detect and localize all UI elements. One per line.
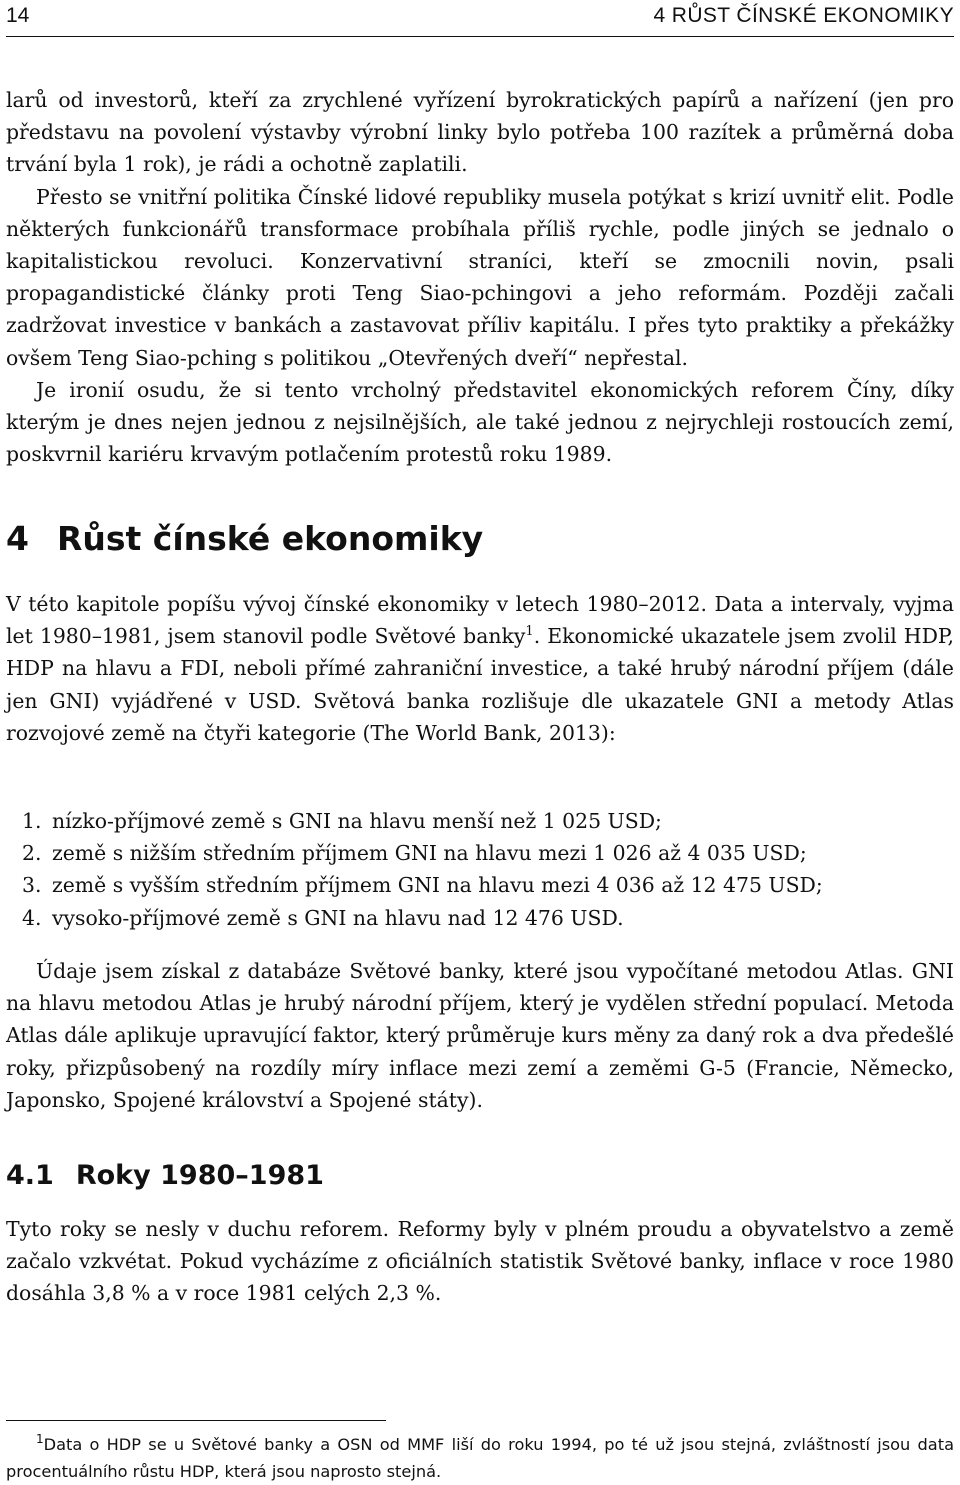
footnote-reference: 1 <box>525 624 534 640</box>
chapter-title: 4 RŮST ČÍNSKÉ EKONOMIKY <box>653 4 954 27</box>
list-item <box>22 902 952 934</box>
list-text: země s vyšším středním příjmem GNI na hlavu mezi 4 036 až 12 475 USD; <box>52 873 823 898</box>
list-item <box>22 837 952 869</box>
list-text: země s nižším středním příjmem GNI na hlavu mezi 1 026 až 4 035 USD; <box>52 841 807 866</box>
list-text: vysoko-příjmové země s GNI na hlavu nad 12 476 USD. <box>52 905 624 930</box>
list-number: 2. <box>22 841 42 866</box>
running-header <box>6 0 954 37</box>
list-item <box>22 869 952 901</box>
intro-text <box>6 84 954 470</box>
footnote-divider <box>6 1420 386 1421</box>
list-number: 3. <box>22 873 42 898</box>
list-text: nízko-příjmové země s GNI na hlavu menší než 1 025 USD; <box>52 809 662 833</box>
subsection-text <box>6 1213 954 1310</box>
footnote-text: Data o HDP se u Světové banky a OSN od MMF liší do roku 1994, po té už jsou stejná, zvláštností jsou data procentuálního růstu HDP, která jsou naprosto stejná. <box>6 1435 954 1481</box>
section-number: 4 <box>6 519 29 558</box>
subsection-title: Roky 1980–1981 <box>75 1160 324 1191</box>
paragraph: larů od investorů, kteří za zrychlené vyřízení byrokratických papírů a nařízení (jen pro představu na povolení výstavby výrobní linky bylo potřeba 100 razítek a průměrná doba trvání byla 1 rok), je rádi a ochotně zaplatili. <box>6 88 954 177</box>
paragraph: Údaje jsem získal z databáze Světové banky, které jsou vypočítané metodou Atlas. GNI na hlavu metodou Atlas je hrubý národní příjem, který je vydělen střední populací. Metoda Atlas dále aplikuje upravující faktor, který průměruje kurs měny za daný rok a dva předešlé roky, přizpůsobený na rozdíly míry inflace mezi zemí a zeměmi G-5 (Francie, Německo, Japonsko, Spojené království a Spojené státy). <box>6 959 954 1112</box>
list-number: 4. <box>22 905 42 930</box>
section-heading <box>6 519 483 558</box>
list-number: 1. <box>22 809 42 833</box>
footnote-number: 1 <box>36 1432 44 1446</box>
section-intro <box>6 588 954 749</box>
paragraph <box>6 588 954 749</box>
paragraph: Je ironií osudu, že si tento vrcholný představitel ekonomických reforem Číny, díky kterým je dnes nejen jednou z nejsilnějších, ale také jednou z nejrychleji rostoucích zemí, poskvrnil kariéru krvavým potlačením protestů roku 1989. <box>6 377 954 467</box>
section-title: Růst čínské ekonomiky <box>56 519 484 558</box>
paragraph-text: . Ekonomické ukazatele jsem zvolil HDP, HDP na hlavu a FDI, neboli přímé zahraniční investice, a také hrubý národní příjem (dále jen GNI) vyjádřené v USD. Světová banka rozlišuje dle ukazatele GNI a metody Atlas rozvojové země na čtyři kategorie (The World Bank, 2013): <box>6 624 954 745</box>
list-item <box>22 805 952 837</box>
income-categories-list <box>22 805 952 934</box>
paragraph: Tyto roky se nesly v duchu reforem. Reformy byly v plném proudu a obyvatelstvo a země začalo vzkvétat. Pokud vycházíme z oficiálních statistik Světové banky, inflace v roce 1980 dosáhla 3,8 % a v roce 1981 celých 2,3 %. <box>6 1217 954 1306</box>
paragraph-text: V této kapitole popíšu vývoj čínské ekonomiky v letech 1980–2012. Data a intervaly, vyjma let 1980–1981, jsem stanovil podle Světové banky <box>6 592 954 649</box>
subsection-number: 4.1 <box>6 1160 54 1191</box>
page-number: 14 <box>6 4 30 27</box>
footnote <box>6 1431 954 1485</box>
atlas-method-text <box>6 955 954 1116</box>
paragraph: Přesto se vnitřní politika Čínské lidové republiky musela potýkat s krizí uvnitř elit. Podle některých funkcionářů transformace probíhala příliš rychle, podle jiných se jednalo o kapitalistickou revoluci. Konzervativní straníci, kteří se zmocnili novin, psali propagandistické články proti Teng Siao-pchingovi a jeho reformám. Později začali zadržovat investice v bankách a zastavovat příliv kapitálu. I přes tyto praktiky a překážky ovšem Teng Siao-pching s politikou „Otevřených dveří“ nepřestal. <box>6 184 954 370</box>
subsection-heading <box>6 1160 324 1191</box>
